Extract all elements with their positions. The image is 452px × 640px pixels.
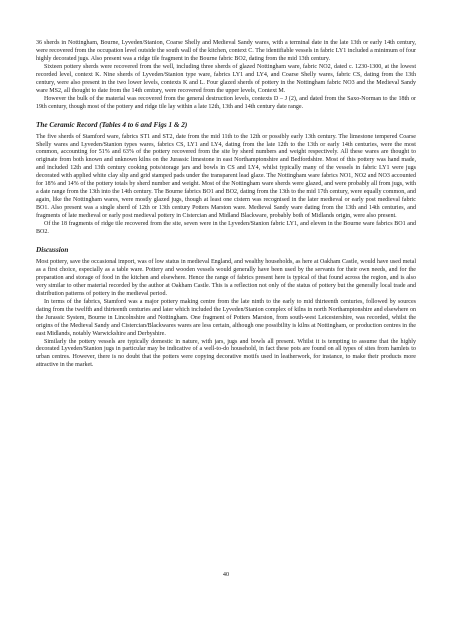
discussion-section [36, 246, 416, 370]
discussion-paragraph: In terms of the fabrics, Stamford was a major pottery making centre from the late ninth to the early to mid thirteenth centuries, followed by sources dating from the twelfth and thirteenth centuries and later which included the Lyveden/Stanion complex of kilns in north Northamptonshire and elsewhere on the Jurassic System, Bourne in Lincolnshire and Nottingham. One fragment of Potters Marston, from south-west Leicestershire, was recorded, whilst the origins of the Medieval Sandy and Cistercian/Blackwares wares are less certain, although one possibility is kilns at Nottingham, or production centres in the east Midlands, notably Warwickshire and Derbyshire. [36, 298, 416, 337]
ceramic-record-heading: The Ceramic Record (Tables 4 to 6 and Figs 1 & 2) [36, 120, 188, 129]
discussion-heading: Discussion [36, 245, 69, 254]
ceramic-record-section [36, 121, 416, 237]
discussion-paragraph: Similarly the pottery vessels are typically domestic in nature, with jars, jugs and bowls all present. Whilst it is tempting to assume that the highly decorated Lyveden/Stanion jugs in particular may be indicative of a well-to-do household, in fact these pots are found on all types of sites from hamlets to urban centres. However, there is no doubt that the potters were copying decorative motifs used in leatherwork, for instance, to make their products more attractive in the market. [36, 338, 416, 369]
ceramic-paragraph: The five sherds of Stamford ware, fabrics ST1 and ST2, date from the mid 11th to the 12th or possibly early 13th century. The limestone tempered Coarse Shelly wares and Lyveden/Stanion types wares, fabrics CS, LY1 and LY4, dating from the late 12th to the 13th or early 14th centuries, were the most common, accounting for 51% and 63% of the pottery recovered from the site by sherd numbers and weight respectively. All these wares are thought to originate from both known and unknown kilns on the Jurassic limestone in east Northamptonshire and Bedfordshire. Most of this pottery was hand made, and included 12th and 13th century cooking pots/storage jars and bowls in CS and LY4, whilst typically many of the vessels in fabric LY1 were jugs decorated with applied white clay slip and grid stamped pads under the transparent lead glaze. The Nottingham ware fabrics NO1, NO2 and NO3 accounted for 18% and 14% of the pottery totals by sherd number and weight. Most of the Nottingham ware sherds were glazed, and were probably all from jugs, with a date range from the 13th into the 14th century. The Bourne fabrics BO1 and BO2, dating from the 13th to the mid 17th century, were equally common, and again, like the Nottingham wares, were mostly glazed jugs, though at least one cistern was recognised in the later medieval or early post medieval fabric BO1. Also present was a single sherd of 12th or 13th century Potters Marston ware. Medieval Sandy ware dating from the 13th and 14th centuries, and fragments of late medieval or early post medieval pottery in Cistercian and Midland Blackware, probably both of Midlands origin, were also present. [36, 133, 416, 220]
ceramic-paragraph: Of the 18 fragments of ridge tile recovered from the site, seven were in the Lyveden/Stanion fabric LY1, and eleven in the Bourne ware fabrics BO1 and BO2. [36, 221, 416, 236]
intro-paragraph: Sixteen pottery sherds were recovered from the well, including three sherds of glazed Nottingham ware, fabric NO2, dated c. 1230-1300, at the lowest recorded level, context K. Nine sherds of Lyveden/Stanion type ware, fabrics LY1 and LY4, and Coarse Shelly wares, fabric CS, dating from the 13th century, were also present in the two lower levels, contexts K and L. Four glazed sherds of pottery in the Nottingham fabric NO3 and the Medieval Sandy ware MS2, all thought to date from the 14th century, were recovered from the upper levels, Context M. [36, 63, 416, 94]
intro-paragraph: However the bulk of the material was recovered from the general destruction levels, contexts D – J (2), and dated from the Saxo-Norman to the 18th or 19th century, though most of the pottery and ridge tile lay within a late 12th, 13th and 14th century date range. [36, 95, 416, 110]
intro-paragraph: 36 sherds in Nottingham, Bourne, Lyveden/Stanion, Coarse Shelly and Medieval Sandy wares, with a terminal date in the late 13th or early 14th century, were recovered from the occupation level outside the south wall of the kitchen, context C. The identifiable vessels in fabric LY1 included a minimum of four highly decorated jugs. Also present was a ridge tile fragment in the Bourne fabric BO2, dating from the mid 13th century. [36, 40, 416, 62]
page-number: 40 [222, 571, 230, 578]
intro-text [36, 40, 416, 112]
discussion-paragraph: Most pottery, save the occasional import, was of low status in medieval England, and wealthy households, as here at Oakham Castle, would have used metal as a first choice, especially as a table ware. Pottery and wooden vessels would generally have been used by the servants for their own needs, and for the preparation and storage of food in the kitchen and elsewhere. Hence the range of fabrics present here is typical of that found across the region, and is also very similar to other material recorded by the author at Oakham Castle. This is a reflection not only of the status of pottery but the generally local trade and distribution patterns of pottery in the medieval period. [36, 258, 416, 297]
document-page [36, 40, 416, 370]
